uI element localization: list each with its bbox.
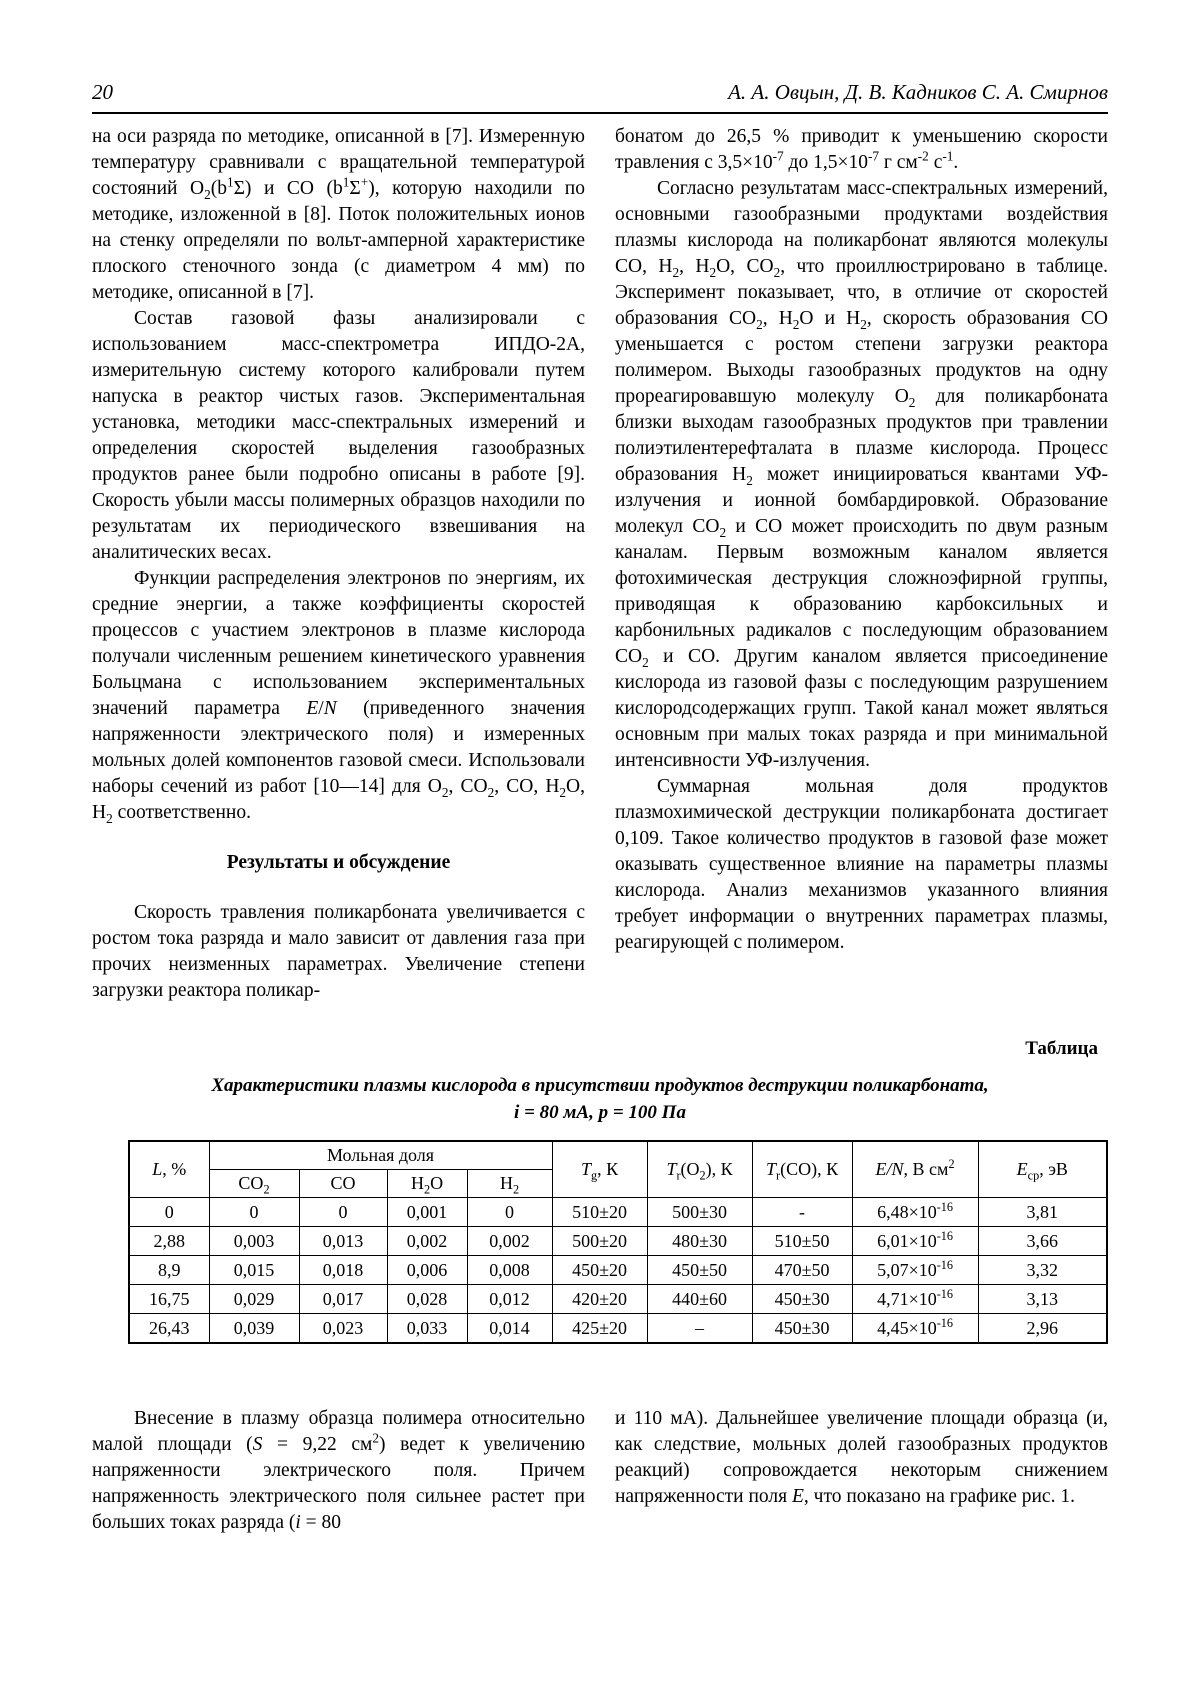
right-column (615, 124, 1108, 1004)
table-cell: $5,07\times 10^{-16}$ (852, 1256, 978, 1285)
table-cell: 3,32 (978, 1256, 1107, 1285)
table-cell: 0,028 (387, 1285, 467, 1314)
table-cell: 0 (467, 1198, 552, 1227)
table-cell: 0 (129, 1198, 209, 1227)
table-cell: 0,012 (467, 1285, 552, 1314)
table-cell: 26,43 (129, 1314, 209, 1344)
table-cell: 510±20 (552, 1198, 647, 1227)
table-row (129, 1285, 1107, 1314)
col-header-H2: $H_2$ (467, 1170, 552, 1198)
bottom-right-column (615, 1406, 1108, 1536)
table-body (129, 1198, 1107, 1344)
table-cell: 450±20 (552, 1256, 647, 1285)
table-cell: 480±30 (647, 1227, 752, 1256)
table-cell: 0,015 (209, 1256, 299, 1285)
table-cell: $6,48\times 10^{-16}$ (852, 1198, 978, 1227)
table-header-row-1 (129, 1141, 1107, 1170)
table-cell: 8,9 (129, 1256, 209, 1285)
table-cell: 3,66 (978, 1227, 1107, 1256)
table-cell: 470±50 (752, 1256, 852, 1285)
table-caption-line2: i = 80 мА, p = 100 Па (514, 1102, 686, 1123)
col-header-Tg: $T_g$, К (552, 1141, 647, 1198)
paragraph: и 110 мА). Дальнейшее увеличение площади образца (и, как следствие, мольных долей газообразных продуктов реакций) сопровождается некоторым снижением напряженности поля E, что показано на графике рис. 1. (615, 1408, 1108, 1507)
table-cell: 0,017 (299, 1285, 387, 1314)
page (92, 0, 1108, 1536)
table-row (129, 1314, 1107, 1344)
table-cell: 0,006 (387, 1256, 467, 1285)
header-rule (92, 112, 1108, 114)
paragraph: Внесение в плазму образца полимера относительно малой площади (S = 9,22 $см^2$) ведет к увеличению напряженности электрического поля. Причем напряженность электрического поля сильнее растет при больших токах разряда (i = 80 (92, 1408, 586, 1533)
table-cell: 3,13 (978, 1285, 1107, 1314)
running-head (92, 80, 1108, 104)
table-cell: 2,88 (129, 1227, 209, 1256)
col-header-CO: CO (299, 1170, 387, 1198)
table-cell: 0 (299, 1198, 387, 1227)
table-cell: - (752, 1198, 852, 1227)
table-cell: 0 (209, 1198, 299, 1227)
section-heading: Результаты и обсуждение (226, 852, 451, 873)
table-cell: 450±50 (647, 1256, 752, 1285)
table-row (129, 1256, 1107, 1285)
results-table (128, 1140, 1108, 1344)
table-cell: 0,013 (299, 1227, 387, 1256)
col-header-TrCO: $T_r(CO)$, К (752, 1141, 852, 1198)
paragraph: бонатом до 26,5 % приводит к уменьшению скорости травления с $3,5\times 10^{-7}$ до $1,5\times 10^{-7}$ г $см^{-2}$ $с^{-1}$. (615, 126, 1108, 173)
col-header-CO2: $CO_2$ (209, 1170, 299, 1198)
col-header-TrO2: $T_r(O_2)$, К (647, 1141, 752, 1198)
col-header-H2O: $H_2O$ (387, 1170, 467, 1198)
table-cell: 0,023 (299, 1314, 387, 1344)
table-cell: 425±20 (552, 1314, 647, 1344)
page-number: 20 (92, 80, 113, 104)
table-cell: 500±20 (552, 1227, 647, 1256)
left-column (92, 124, 585, 1004)
table-cell: 0,018 (299, 1256, 387, 1285)
table-cell: 0,003 (209, 1227, 299, 1256)
table-cell: 450±30 (752, 1314, 852, 1344)
table-cell: 0,014 (467, 1314, 552, 1344)
table-cell: 420±20 (552, 1285, 647, 1314)
table-cell: 0,029 (209, 1285, 299, 1314)
table-label: Таблица (1025, 1038, 1098, 1059)
table-cell: 0,039 (209, 1314, 299, 1344)
table-cell: 16,75 (129, 1285, 209, 1314)
table-cell: 500±30 (647, 1198, 752, 1227)
table-row (129, 1227, 1107, 1256)
table-cell: 0,001 (387, 1198, 467, 1227)
paragraph: Скорость травления поликарбоната увеличивается с ростом тока разряда и мало зависит от давления газа при прочих неизменных параметрах. Увеличение степени загрузки реактора поликар- (92, 902, 585, 1001)
col-header-EN: E/N, В $см^2$ (852, 1141, 978, 1198)
table-cell: 3,81 (978, 1198, 1107, 1227)
running-authors: А. А. Овцын, Д. В. Кадников С. А. Смирнов (728, 80, 1108, 104)
paragraph: на оси разряда по методике, описанной в [7]. Измеренную температуру сравнивали с вращательной температурой состояний $O_2(b^1\Sigma)$ и CO $(b^1\Sigma^+)$, которую находили по методике, изложенной в [8]. Поток положительных ионов на стенку определяли по вольт-амперной характеристике плоского стеночного зонда (с диаметром 4 мм) по методике, описанной в [7]. (92, 126, 585, 303)
table-cell: 450±30 (752, 1285, 852, 1314)
col-header-L: L, % (129, 1141, 209, 1198)
paragraph: Состав газовой фазы анализировали с использованием масс-спектрометра ИПДО-2А, измерительную систему которого калибровали путем напуска в реактор чистых газов. Экспериментальная установка, методики масс-спектральных измерений и определения скоростей выделения газообразных продуктов ранее были подробно описаны в работе [9]. Скорость убыли массы полимерных образцов находили по результатам их периодического взвешивания на аналитических весах. (92, 308, 585, 563)
table-caption-line1: Характеристики плазмы кислорода в присутствии продуктов деструкции поликарбоната, (211, 1075, 989, 1096)
table-cell: 440±60 (647, 1285, 752, 1314)
paragraph: Согласно результатам масс-спектральных измерений, основными газообразными продуктами воздействия плазмы кислорода на поликарбонат являются молекулы CO, $H_2$, $H_2O$, $CO_2$, что проиллюстрировано в таблице. Эксперимент показывает, что, в отличие от скоростей образования $CO_2$, $H_2O$ и $H_2$, скорость образования CO уменьшается с ростом степени загрузки реактора полимером. Выходы газообразных продуктов на одну прореагировавшую молекулу $O_2$ для поликарбоната близки выходам газообразных продуктов при травлении полиэтилентерефталата в плазме кислорода. Процесс образования $H_2$ может инициироваться квантами УФ-излучения и ионной бомбардировкой. Образование молекул $CO_2$ и CO может происходить по двум разным каналам. Первым возможным каналом является фотохимическая деструкция сложноэфирной группы, приводящая к образованию карбоксильных и карбонильных радикалов с последующим образованием $CO_2$ и CO. Другим каналом является присоединение кислорода из газовой фазы с последующим разрушением кислородсодержащих групп. Такой канал может являться основным при малых токах разряда и при минимальной интенсивности УФ-излучения. (615, 178, 1109, 771)
paragraph: Суммарная мольная доля продуктов плазмохимической деструкции поликарбоната достигает 0,109. Такое количество продуктов в газовой фазе может оказывать существенное влияние на параметры плазмы кислорода. Анализ механизмов указанного влияния требует информации о внутренних параметрах плазмы, реагирующей с полимером. (615, 776, 1108, 953)
table-cell: $4,45\times 10^{-16}$ (852, 1314, 978, 1344)
table-cell: $4,71\times 10^{-16}$ (852, 1285, 978, 1314)
table-cell: 2,96 (978, 1314, 1107, 1344)
table-cell: 0,002 (467, 1227, 552, 1256)
table-cell: 0,008 (467, 1256, 552, 1285)
main-text (92, 124, 1108, 1004)
table-cell: 0,033 (387, 1314, 467, 1344)
table-cell: 0,002 (387, 1227, 467, 1256)
table-caption (92, 1072, 1108, 1126)
table-row (129, 1198, 1107, 1227)
col-header-molar-fraction-group: Мольная доля (209, 1141, 552, 1170)
table-cell: 510±50 (752, 1227, 852, 1256)
bottom-text (92, 1406, 1108, 1536)
table-cell: $6,01\times 10^{-16}$ (852, 1227, 978, 1256)
bottom-left-column (92, 1406, 585, 1536)
table-cell: – (647, 1314, 752, 1344)
col-header-Ecp: $E_{ср}$, эВ (978, 1141, 1107, 1198)
paragraph: Функции распределения электронов по энергиям, их средние энергии, а также коэффициенты скоростей процессов с участием электронов в плазме кислорода получали численным решением кинетического уравнения Больцмана с использованием экспериментальных значений параметра E/N (приведенного значения напряженности электрического поля) и измеренных мольных долей компонентов газовой смеси. Использовали наборы сечений из работ [10—14] для $O_2$, $CO_2$, CO, $H_2O$, $H_2$ соответственно. (92, 568, 586, 826)
